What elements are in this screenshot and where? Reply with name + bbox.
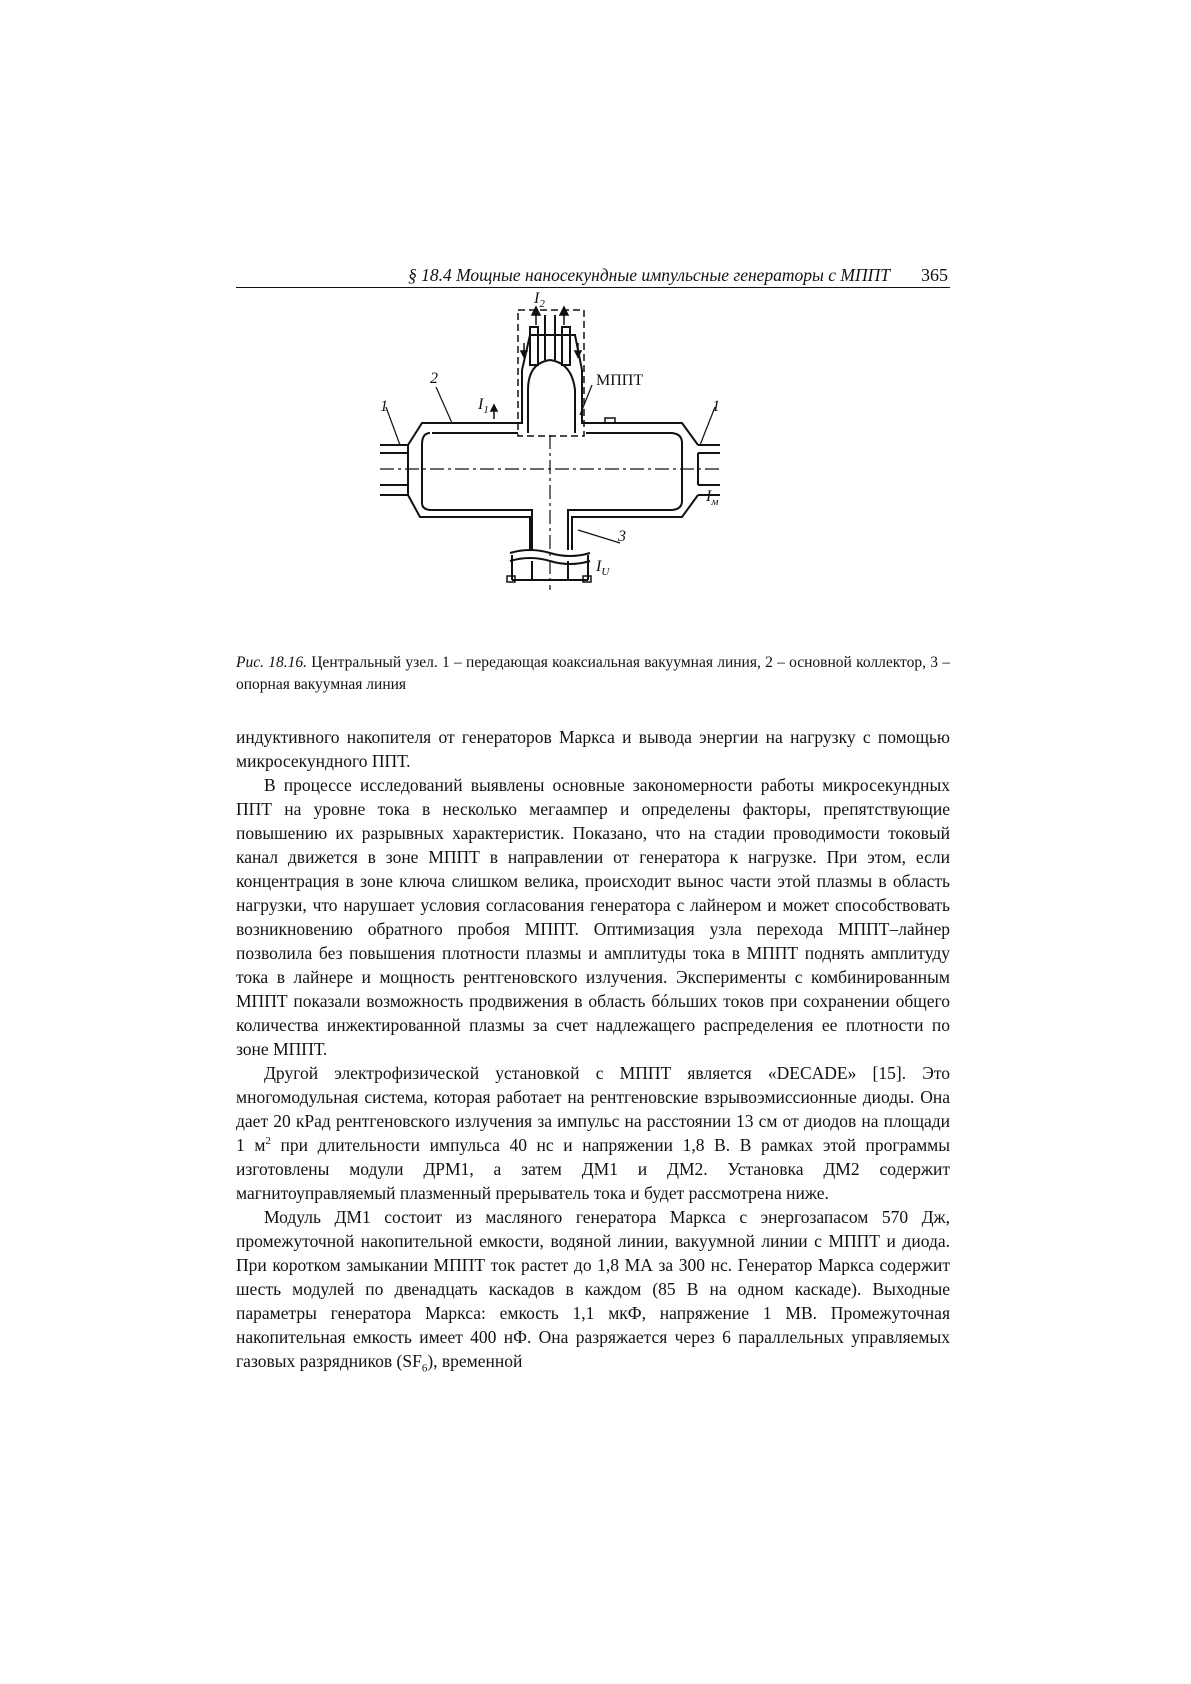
label-iu: $I_U$ [596, 558, 610, 578]
running-header [236, 265, 950, 288]
label-3: 3 [618, 528, 626, 545]
leader-1-left [386, 407, 400, 445]
injector-right [562, 327, 570, 365]
mppt-electrode [528, 360, 575, 433]
arrow-i2-right-head [560, 307, 568, 315]
left-coax-lower [380, 485, 408, 495]
paragraph-1: индуктивного накопителя от генераторов Маркса и вывода энергии на нагрузку с помощью микросекундного ППТ. [236, 727, 950, 771]
injector-left [530, 327, 538, 365]
label-i2: $I_2$ [534, 290, 545, 310]
figure-caption [236, 652, 950, 696]
label-1-right: 1 [712, 398, 720, 415]
paragraph-4: Модуль ДМ1 состоит из масляного генератора Маркса с энергозапасом 570 Дж, промежуточной накопительной емкости, водяной линии, вакуумной линии с МППТ и диода. При коротком замыкании МППТ ток растет до 1,8 МА за 300 нс. Генератор Маркса содержит шесть модулей по двенадцать каскадов в каждом (85 В на одном каскаде). Выходные параметры генератора Маркса: емкость 1,1 мкФ, напряжение 1 МВ. Промежуточная накопительная емкость имеет 400 нФ. Она разряжается через 6 параллельных управляемых газовых разрядников $(SF_6)$, временной [236, 1207, 950, 1375]
central-unit-diagram [380, 290, 800, 635]
caption-text: Центральный узел. 1 – передающая коаксиальная вакуумная линия, 2 – основной коллектор, 3 – опорная вакуумная линия [236, 654, 950, 693]
figure-number: Рис. 18.16. [236, 654, 307, 671]
body-outline [408, 453, 698, 550]
label-i1: $I_1$ [478, 396, 489, 416]
left-coax-outer [380, 445, 408, 453]
leader-2 [436, 387, 452, 423]
figure-central-unit [380, 290, 800, 635]
header-title: § 18.4 Мощные наносекундные импульсные генераторы с МППТ [407, 265, 890, 285]
mppt-column [545, 315, 555, 360]
page-number: 365 [921, 265, 948, 285]
label-mppt: МППТ [596, 372, 644, 389]
paragraph-3: Другой электрофизической установкой с МППТ является «DECADE» [15]. Это многомодульная система, которая работает на рентгеновские взрывоэмиссионные диоды. Она дает 20 кРад рентгеновского излучения за импульс на расстоянии 13 см от диодов на площади 1 $м^2$ при длительности импульса 40 нс и напряжении 1,8 В. В рамках этой программы изготовлены модули ДРМ1, а затем ДМ1 и ДМ2. Установка ДМ2 содержит магнитоуправляемый плазменный прерыватель тока и будет рассмотрена ниже. [236, 1063, 950, 1203]
arrow-i1-head [491, 405, 497, 411]
leader-3 [578, 530, 620, 543]
body-text [236, 725, 950, 1373]
right-coax-outer [698, 445, 720, 453]
paragraph-2: В процессе исследований выявлены основные закономерности работы микросекундных ППТ на уровне тока в несколько мегаампер и определены факторы, препятствующие повышению их разрывных характеристик. Показано, что на стадии проводимости токовый канал движется в зоне МППТ в направлении от генератора к нагрузке. При этом, если концентрация в зоне ключа слишком велика, происходит вынос части этой плазмы в область нагрузки, что нарушает условия согласования генератора с лайнером и может способствовать возникновению обратного пробоя МППТ. Оптимизация узла перехода МППТ–лайнер позволила без повышения плотности плазмы и амплитуды тока в МППТ поднять амплитуду тока в лайнере и мощность рентгеновского излучения. Эксперименты с комбинированным МППТ показали возможность продвижения в область бóльших токов при сохранении общего количества инжектированной плазмы за счет надлежащего распределения ее плотности по зоне МППТ. [236, 775, 950, 1059]
label-1-left: 1 [380, 398, 388, 415]
sensor-im [605, 418, 615, 423]
inner-conductor [422, 433, 682, 550]
label-2: 2 [430, 370, 438, 387]
label-im: $I_м$ [706, 488, 719, 508]
